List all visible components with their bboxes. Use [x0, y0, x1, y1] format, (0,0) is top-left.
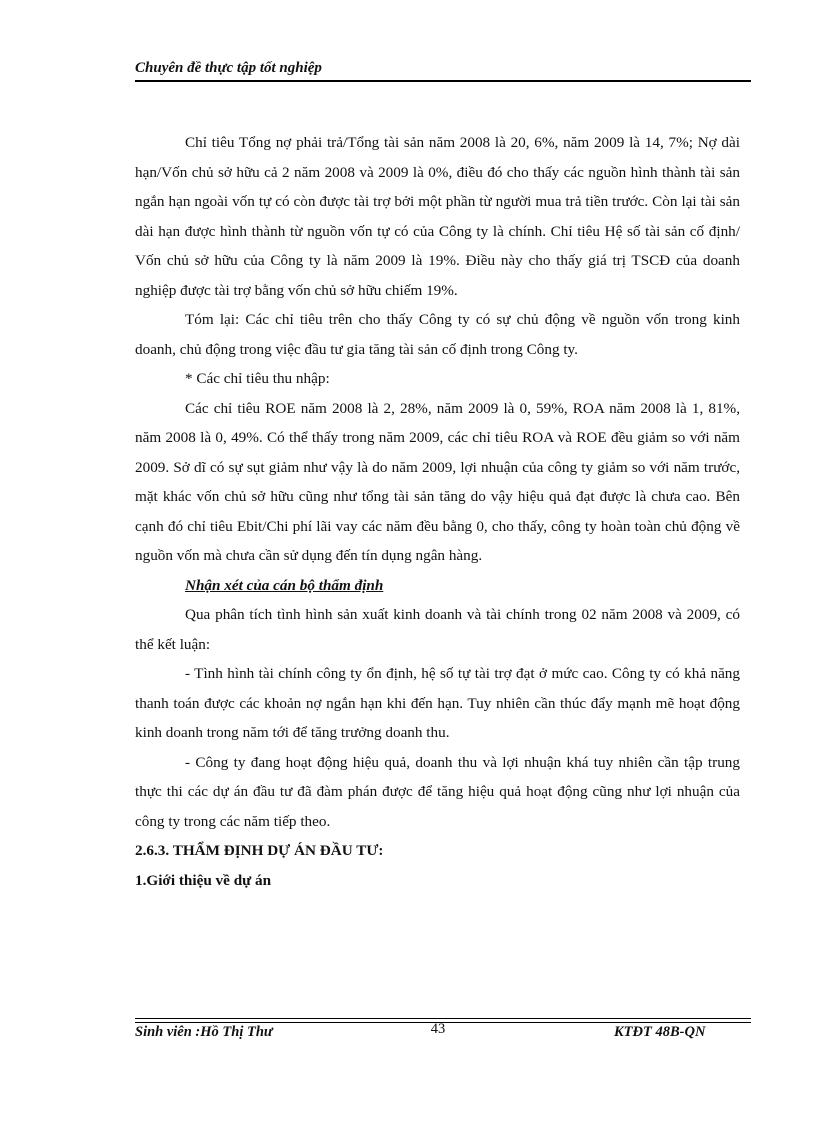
subsection-heading: 1.Giới thiệu về dự án	[135, 871, 272, 889]
page-number: 43	[430, 1021, 446, 1037]
appraisal-subheading-text: Nhận xét của cán bộ thẩm định	[185, 576, 384, 594]
paragraph-income-heading: * Các chỉ tiêu thu nhập:	[185, 370, 330, 387]
footer-student: Sinh viên :Hồ Thị Thư	[135, 1024, 273, 1040]
section-heading: 2.6.3. THẨM ĐỊNH DỰ ÁN ĐẦU TƯ:	[135, 842, 384, 859]
paragraph-finance-stable: - Tình hình tài chính công ty ổn định, hệ số tự tài trợ đạt ở mức cao. Công ty có khả năng thanh toán được các khoản nợ ngắn hạn khi đến hạn. Tuy nhiên cần thúc đẩy mạnh mẽ hoạt động kinh doanh trong năm tới để tăng trưởng doanh thu.	[135, 665, 740, 741]
page-header-title: Chuyên đề thực tập tốt nghiệp	[135, 60, 322, 76]
paragraph-efficiency: - Công ty đang hoạt động hiệu quả, doanh thu và lợi nhuận khá tuy nhiên cần tập trung thực thi các dự án đầu tư đã đàm phán được để tăng hiệu quả hoạt động cũng như lợi nhuận của công ty trong các năm tiếp theo.	[135, 753, 740, 830]
paragraph-debt-ratios: Chỉ tiêu Tổng nợ phải trả/Tổng tài sản năm 2008 là 20, 6%, năm 2009 là 14, 7%; Nợ dài hạn/Vốn chủ sở hữu cả 2 năm 2008 và 2009 là 0%, điều đó cho thấy các nguồn hình thành tài sản ngắn hạn ngoài vốn tự có còn được tài trợ bởi một phần từ người mua trả tiền trước. Còn lại tài sản dài hạn được hình thành từ nguồn vốn tự có của Công ty là chính. Chỉ tiêu Hệ số tài sản cố định/ Vốn chủ sở hữu của Công ty là năm 2009 là 19%. Điều này cho thấy giá trị TSCĐ của doanh nghiệp được tài trợ bằng vốn chủ sở hữu chiếm 19%.	[135, 134, 740, 299]
paragraph-roe-roa: Các chỉ tiêu ROE năm 2008 là 2, 28%, năm 2009 là 0, 59%, ROA năm 2008 là 1, 81%, năm 2008 là 0, 49%. Có thể thấy trong năm 2009, các chỉ tiêu ROA và ROE đều giảm so với năm 2009. Sở dĩ có sự sụt giảm như vậy là do năm 2009, lợi nhuận của công ty giảm so với năm trước, mặt khác vốn chủ sở hữu cũng như tổng tài sản tăng do vậy hiệu quả đạt được là chưa cao. Bên cạnh đó chỉ tiêu Ebit/Chi phí lãi vay các năm đều bằng 0, cho thấy, công ty hoàn toàn chủ động về nguồn vốn mà chưa cần sử dụng đến tín dụng ngân hàng.	[135, 399, 740, 564]
header-rule	[135, 80, 751, 82]
paragraph-summary: Tóm lại: Các chỉ tiêu trên cho thấy Công ty có sự chủ động về nguồn vốn trong kinh doanh, chủ động trong việc đầu tư gia tăng tài sản cố định trong Công ty.	[135, 311, 740, 358]
paragraph-conclusion-intro: Qua phân tích tình hình sản xuất kinh doanh và tài chính trong 02 năm 2008 và 2009, có thể kết luận:	[135, 606, 740, 653]
footer-class: KTĐT 48B-QN	[614, 1024, 706, 1040]
page-content	[135, 128, 740, 895]
appraisal-subheading	[135, 571, 740, 601]
